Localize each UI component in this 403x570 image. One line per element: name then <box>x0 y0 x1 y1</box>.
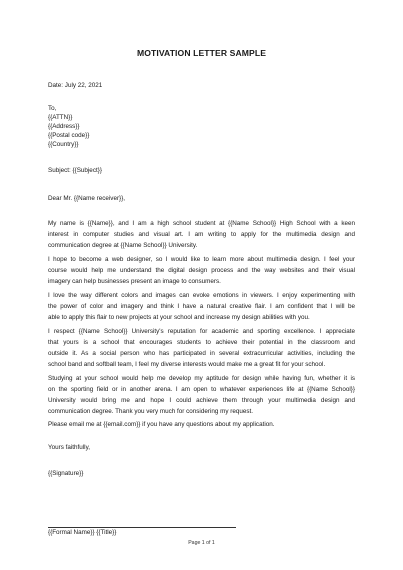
paragraph-line: interest in computer studies and visual art. I am writing to apply for the multimedia design and <box>48 230 355 238</box>
paragraph-line: University would bring me and hope I could achieve them through your multimedia design and <box>48 396 355 404</box>
address-field: {{Address}} <box>48 123 80 130</box>
paragraph-line: My name is {{Name}}, and I am a high school student at {{Name School}} High School with a keen <box>48 220 355 227</box>
paragraph-line: I respect {{Name School}} University's reputation for academic and sporting excellence. I appreciate <box>48 328 355 335</box>
attn-field: {{ATTN}} <box>48 114 73 121</box>
signature-line <box>48 527 236 528</box>
postal-code-field: {{Postal code}} <box>48 132 90 139</box>
paragraph-studying <box>48 374 355 418</box>
paragraph-goal <box>48 255 355 288</box>
paragraph-line: on the sporting field or in another arena. I am open to whatever experiences life at {{Name School}} <box>48 385 355 393</box>
paragraph-line: course would help me understand the digital design process and the way websites and their visual <box>48 266 355 274</box>
paragraph-line: communication degree at {{Name School}} University. <box>48 241 198 249</box>
paragraph-reputation <box>48 327 355 371</box>
paragraph-line: communication degree. Thank you very much for considering my request. <box>48 407 253 415</box>
paragraph-line: Please email me at {{email.com}} if you have any questions about my application. <box>48 421 275 428</box>
paragraph-line: imagery can help businesses present an image to consumers. <box>48 277 221 285</box>
formal-name-title: {{Formal Name}} {{Title}} <box>48 529 117 536</box>
paragraph-line: outside it. As a social person who has participated in several extracurricular activities, including the <box>48 349 355 357</box>
closing: Yours faithfully, <box>48 444 91 451</box>
paragraph-intro <box>48 219 355 252</box>
signature-placeholder: {{Signature}} <box>48 470 84 477</box>
paragraph-line: Studying at your school would help me develop my aptitude for design while having fun, whether it is <box>48 375 355 382</box>
paragraph-creativity <box>48 291 355 324</box>
paragraph-line: able to apply this flair to new projects at your school and increase my design abilities with you. <box>48 313 310 321</box>
country-field: {{Country}} <box>48 141 79 148</box>
subject-line: Subject: {{Subject}} <box>48 167 102 174</box>
date-line: Date: July 22, 2021 <box>48 82 103 89</box>
paragraph-contact <box>48 420 355 431</box>
paragraph-line: the power of color and imagery and think I have a natural creative flair. I am confident that I will be <box>48 302 355 310</box>
paragraph-line: that yours is a school that encourages students to achieve their potential in the classroom and <box>48 338 355 346</box>
paragraph-line: I love the way different colors and images can evoke emotions in viewers. I enjoy experimenting with <box>48 292 355 299</box>
document-title: MOTIVATION LETTER SAMPLE <box>136 48 267 58</box>
page-number: Page 1 of 1 <box>188 540 215 546</box>
to-label: To, <box>48 105 57 112</box>
paragraph-line: I hope to become a web designer, so I would like to learn more about multimedia design. I feel your <box>48 256 355 263</box>
salutation: Dear Mr. {{Name receiver}}, <box>48 195 125 202</box>
paragraph-line: school band and softball team, I feel my diverse interests would make me a great fit for your school. <box>48 360 326 368</box>
